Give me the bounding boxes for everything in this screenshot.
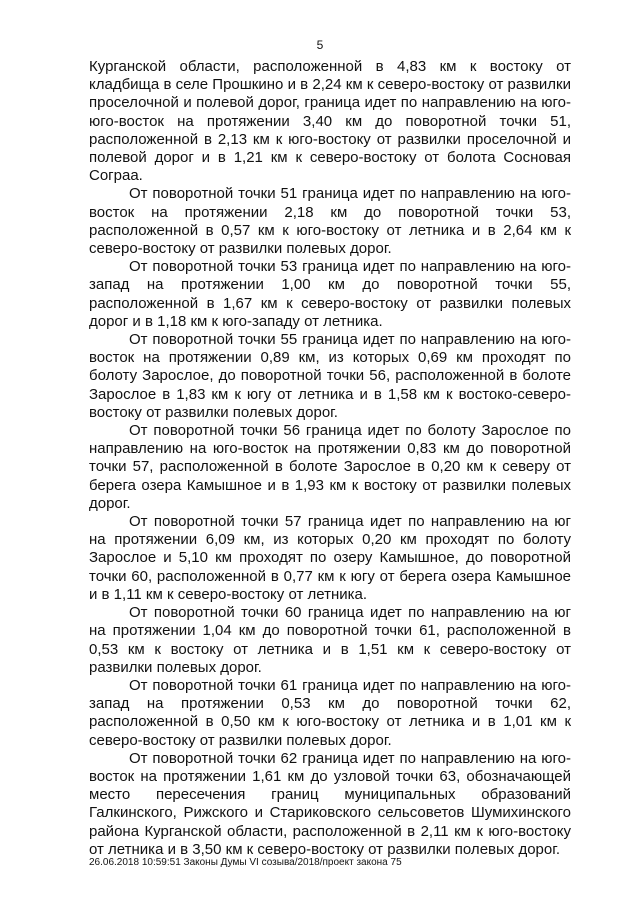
- page-number: 5: [316, 38, 324, 52]
- document-body: [89, 58, 571, 859]
- paragraph-8: От поворотной точки 61 граница идет по направлению на юго-запад на протяжении 0,53 км до поворотной точки 62, расположенной в 0,50 км к юго-востоку от летника и в 1,01 км к северо-востоку от развилки полевых дорог.: [89, 676, 571, 749]
- paragraph-4: От поворотной точки 55 граница идет по направлению на юго-восток на протяжении 0,89 км, из которых 0,69 км проходят по болоту Зарослое, до поворотной точки 56, расположенной в болоте Зарослое в 1,83 км к югу от летника и в 1,58 км к востоко-северо-востоку от развилки полевых дорог.: [89, 331, 571, 421]
- paragraph-6: От поворотной точки 57 граница идет по направлению на юг на протяжении 6,09 км, из которых 0,20 км проходят по болоту Зарослое и 5,10 км проходят по озеру Камышное, до поворотной точки 60, расположенной в 0,77 км к югу от берега озера Камышное и в 1,11 км к северо-востоку от летника.: [89, 513, 571, 603]
- paragraph-5: От поворотной точки 56 граница идет по болоту Зарослое по направлению на юго-восток на протяжении 0,83 км до поворотной точки 57, расположенной в болоте Зарослое в 0,20 км к северу от берега озера Камышное и в 1,93 км к востоку от развилки полевых дорог.: [89, 422, 571, 512]
- document-footer: 26.06.2018 10:59:51 Законы Думы VI созыва/2018/проект закона 75: [89, 857, 402, 868]
- paragraph-7: От поворотной точки 60 граница идет по направлению на юг на протяжении 1,04 км до поворотной точки 61, расположенной в 0,53 км к востоку от летника и в 1,51 км к северо-востоку от развилки полевых дорог.: [89, 604, 571, 676]
- paragraph-3: От поворотной точки 53 граница идет по направлению на юго-запад на протяжении 1,00 км до поворотной точки 55, расположенной в 1,67 км к северо-востоку от развилки полевых дорог и в 1,18 км к юго-западу от летника.: [89, 258, 571, 330]
- paragraph-2: От поворотной точки 51 граница идет по направлению на юго-восток на протяжении 2,18 км до поворотной точки 53, расположенной в 0,57 км к юго-востоку от летника и в 2,64 км к северо-востоку от развилки полевых дорог.: [89, 185, 571, 258]
- paragraph-9: От поворотной точки 62 граница идет по направлению на юго-восток на протяжении 1,61 км до узловой точки 63, обозначающей место пересечения границ муниципальных образований Галкинского, Рижского и Стариковского сельсоветов Шумихинского района Курганской области, расположенной в 2,11 км к юго-востоку от летника и в 3,50 км к северо-востоку от развилки полевых дорог.: [89, 749, 571, 858]
- paragraph-1: Курганской области, расположенной в 4,83 км к востоку от кладбища в селе Прошкино и в 2,24 км к северо-востоку от развилки проселочной и полевой дорог, граница идет по направлению на юго-юго-восток на протяжении 3,40 км до поворотной точки 51, расположенной в 2,13 км к юго-востоку от развилки проселочной и полевой дорог и в 1,21 км к северо-востоку от болота Сосновая Сограa.: [89, 58, 571, 185]
